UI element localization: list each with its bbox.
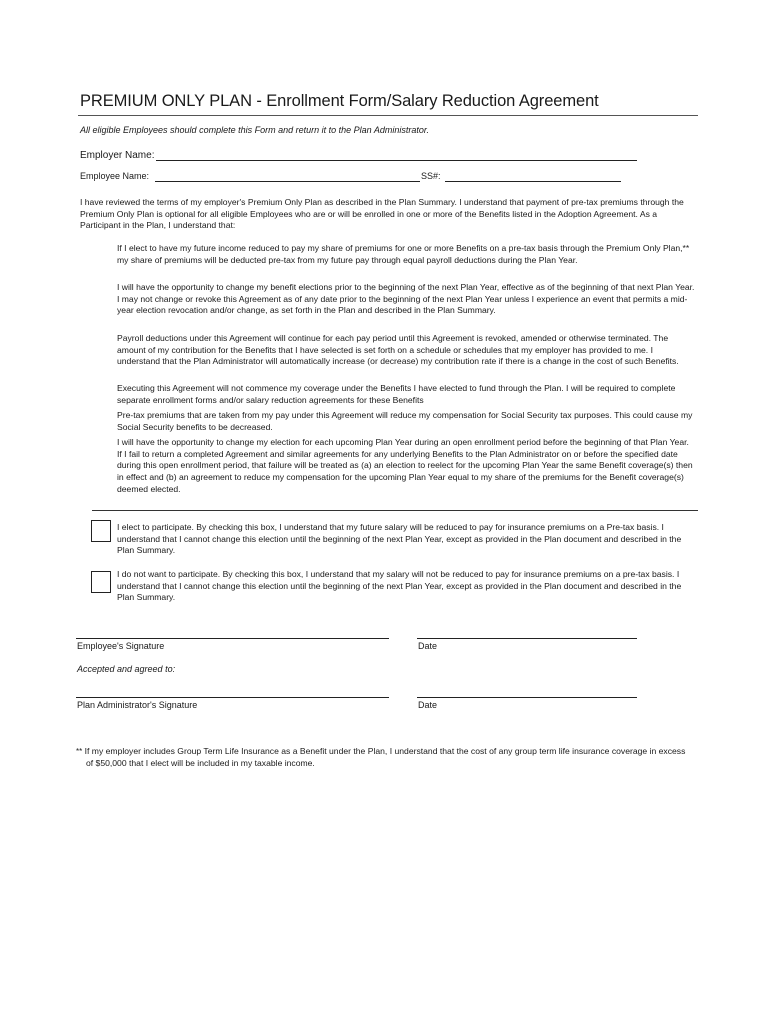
clause-payroll-deductions: Payroll deductions under this Agreement will continue for each pay period until this Agreement is revoked, amended or otherwise terminated. The amount of my contribution for the Benefits that I have selected is set forth on a schedule or schedules that my employer has provided to me. I understand that the Plan Administrator will automatically increase (or decrease) my contribution rate if there is a change in the cost of such Benefits. bbox=[117, 333, 679, 367]
clause-coverage-commencement: Executing this Agreement will not commence my coverage under the Benefits I have elected to fund through the Plan. I will be required to complete separate enrollment forms and/or salary reduction agreements for these Benefits bbox=[117, 383, 676, 405]
clause-change-elections: I will have the opportunity to change my benefit elections prior to the beginning of the next Plan Year, effective as of the beginning of that next Plan Year. I may not change or revoke this Agreement as of any date prior to the beginning of the next Plan Year unless I experience an event that permits a mid-year election revocation and/or change, as set forth in the Plan and described in the Plan Summary. bbox=[117, 282, 695, 316]
decline-checkbox[interactable] bbox=[91, 571, 111, 593]
employee-date-label: Date bbox=[418, 641, 438, 651]
employer-name-label: Employer Name: bbox=[80, 150, 155, 161]
ss-number-label: SS#: bbox=[421, 171, 441, 181]
admin-signature-label: Plan Administrator's Signature bbox=[77, 700, 198, 710]
employer-name-field[interactable] bbox=[156, 160, 637, 161]
employee-name-label: Employee Name: bbox=[80, 171, 150, 181]
admin-signature-field[interactable] bbox=[76, 697, 389, 698]
participate-checkbox[interactable] bbox=[91, 520, 111, 542]
clause-pretax-reduction: If I elect to have my future income reduced to pay my share of premiums for one or more Benefits on a pre-tax basis through the Premium Only Plan,** my share of premiums will be deducted pre-tax from my future pay through equal payroll deductions during the Plan Year. bbox=[117, 243, 690, 265]
clause-social-security: Pre-tax premiums that are taken from my pay under this Agreement will reduce my compensation for Social Security tax purposes. This could cause my Social Security benefits to be decreased. bbox=[117, 410, 693, 432]
form-instructions: All eligible Employees should complete this Form and return it to the Plan Administrator. bbox=[80, 125, 429, 135]
admin-date-label: Date bbox=[418, 700, 438, 710]
decline-option-text: I do not want to participate. By checking this box, I understand that my salary will not be reduced to pay for insurance premiums on a pre-tax basis. I understand that I cannot change this election until the beginning of the next Plan Year, except as provided in the Plan document and described in the Plan Summary. bbox=[117, 569, 682, 603]
clause-open-enrollment: I will have the opportunity to change my election for each upcoming Plan Year during an open enrollment period before the beginning of that Plan Year. If I fail to return a completed Agreement and similar agreements for any underlying Benefits to the Plan Administrator on or before the specified date during this open enrollment period, that failure will be treated as (a) an election to reelect for the upcoming Plan Year the same Benefit coverage(s) then in effect and (b) an agreement to reduce my compensation for the upcoming Plan Year equal to my share of the premiums for the Benefit coverage(s) deemed elected. bbox=[117, 437, 693, 494]
title-rule bbox=[78, 115, 698, 116]
footnote bbox=[76, 746, 691, 769]
employee-signature-field[interactable] bbox=[76, 638, 389, 639]
participate-option-text: I elect to participate. By checking this box, I understand that my future salary will be reduced to pay for insurance premiums on a Pre-tax basis. I understand that I cannot change this election until the beginning of the next Plan Year, except as provided in the Plan document and described in the Plan Summary. bbox=[117, 522, 682, 556]
employee-date-field[interactable] bbox=[417, 638, 637, 639]
ss-number-field[interactable] bbox=[445, 181, 621, 182]
admin-date-field[interactable] bbox=[417, 697, 637, 698]
employee-signature-label: Employee's Signature bbox=[77, 641, 165, 651]
form-title: PREMIUM ONLY PLAN - Enrollment Form/Salary Reduction Agreement bbox=[80, 92, 599, 110]
section-divider bbox=[92, 510, 698, 511]
footnote-text: If my employer includes Group Term Life Insurance as a Benefit under the Plan, I understand that the cost of any group term life insurance coverage in excess of $50,000 that I elect will be included in my taxable income. bbox=[84, 746, 686, 768]
employee-name-field[interactable] bbox=[155, 181, 420, 182]
accepted-label: Accepted and agreed to: bbox=[77, 664, 176, 674]
footnote-mark: ** bbox=[76, 747, 83, 756]
intro-paragraph: I have reviewed the terms of my employer's Premium Only Plan as described in the Plan Summary. I understand that payment of pre-tax premiums through the Premium Only Plan is optional for all eligible Employees who are or will be enrolled in one or more of the Benefits listed in the Adoption Agreement. As a Participant in the Plan, I understand that: bbox=[80, 197, 684, 231]
